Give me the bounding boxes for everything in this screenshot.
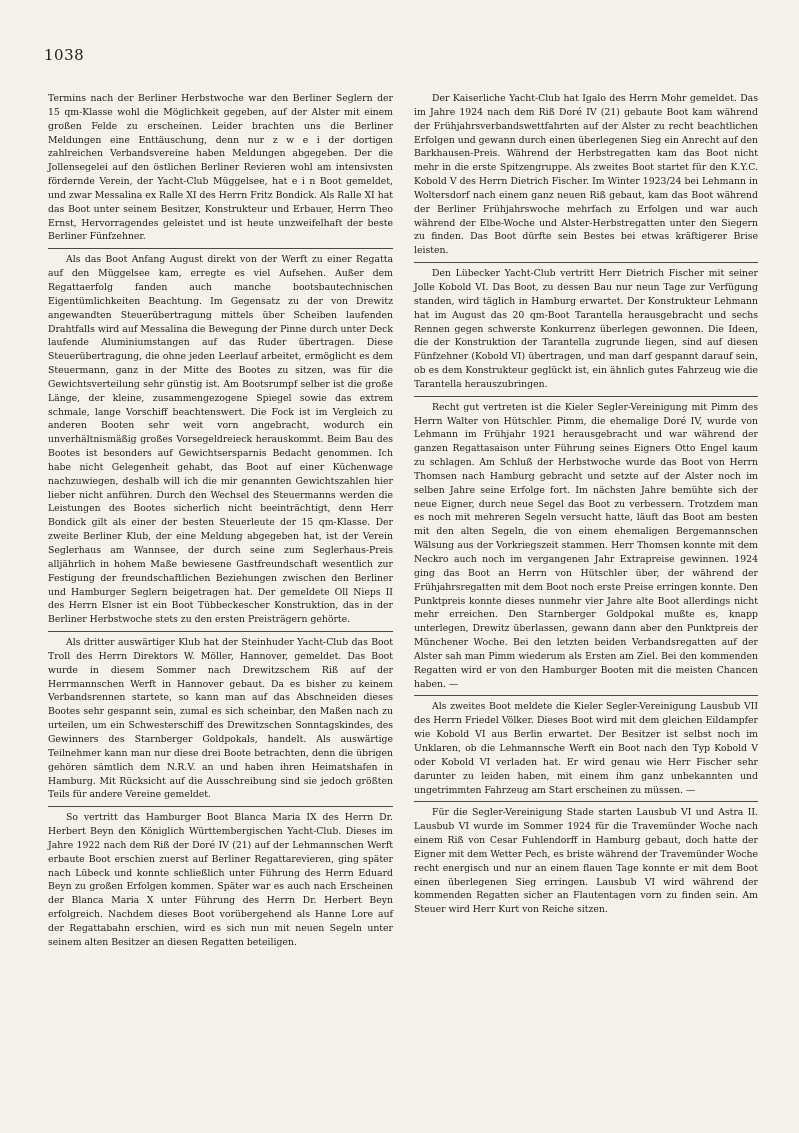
divider [414, 695, 758, 696]
paragraph: Als dritter auswärtiger Klub hat der Steinhuder Yacht-Club das Boot Troll des Herrn Direktors W. Möller, Hannover, gemeldet. Das Boot wurde in diesem Sommer nach Drewitzschem Riß auf der Herrmannschen Werft in Hannover gebaut. Da es bisher zu keinem Verbandsrennen startete, so kann man auf das Abschneiden dieses Bootes sehr gespannt sein, zumal es sich scheinbar, den Maßen nach zu urteilen, um ein Schwesterschiff des Drewitzschen Sonntagskindes, des Gewinners des Starnberger Goldpokals, handelt. Als auswärtige Teilnehmer kann man nur diese drei Boote betrachten, denn die übrigen gehören sämtlich dem N.R.V. an und haben ihren Heimatshafen in Hamburg. Mit Rücksicht auf die Ausschreibung sind sie jedoch größten Teils für andere Vereine gemeldet. [48, 637, 393, 801]
paragraph: Als zweites Boot meldete die Kieler Segler-Vereinigung Lausbub VII des Herrn Friedel Völker. Dieses Boot wird mit dem gleichen Eildampfer wie Kobold VI aus Berlin erwartet. Der Besitzer ist selbst noch im Unklaren, ob die Lehmannsche Werft ein Boot nach den Typ Kobold V oder Kobold VI verladen hat. Er wird genau wie Herr Fischer sehr darunter zu leiden haben, mit einem ihm ganz unbekannten und ungetrimmten Fahrzeug am Start erscheinen zu müssen. — [414, 701, 758, 796]
divider [414, 801, 758, 802]
paragraph: Recht gut vertreten ist die Kieler Segler-Vereinigung mit Pimm des Herrn Walter von Hütschler. Pimm, die ehemalige Doré IV, wurde von Lehmann im Frühjahr 1921 herausgebracht und war während der ganzen Regattasaison unter Führung seines Eigners Otto Engel kaum zu schlagen. Am Schluß der Herbstwoche wurde das Boot von Herrn Thomsen nach Hamburg gebracht und setzte auf der Alster noch im selben Jahre seine Erfolge fort. Im nächsten Jahre bemühte sich der neue Eigner, durch neue Segel das Boot zu verbessern. Trotzdem man es noch mit mehreren Segeln versucht hatte, läuft das Boot am besten mit den alten Segeln, die von einem ehemaligen Bergemannschen Wälsung aus der Vorkriegszeit stammen. Herr Thomsen konnte mit dem Neckro auch noch im vergangenen Jahr Extrapreise gewinnen. 1924 ging das Boot an Herrn von Hütschler über, der während der Frühjahrsregatten mit dem Boot noch erste Preise erringen konnte. Den Punktpreis konnte dieses nunmehr vier Jahre alte Boot allerdings nicht mehr erreichen. Den Starnberger Goldpokal mußte es, knapp unterlegen, Drewitz überlassen, gewann dann aber den Punktpreis der Münchener Woche. Bei den letzten beiden Verbandsregatten auf der Alster sah man Pimm wiederum als Ersten am Ziel. Bei den kommenden Regatten wird er von den Hamburger Booten mit die meisten Chancen haben. — [414, 401, 758, 690]
paragraph: Den Lübecker Yacht-Club vertritt Herr Dietrich Fischer mit seiner Jolle Kobold VI. Das Boot, zu dessen Bau nur neun Tage zur Verfügung standen, wird täglich in Hamburg erwartet. Der Konstrukteur Lehmann hat im August das 20 qm-Boot Tarantella herausgebracht und sechs Rennen gegen schwerste Konkurrenz überlegen gewonnen. Die Ideen, die der Konstruktion der Tarantella zugrunde liegen, sind auf diesen Fünfzehner (Kobold VI) übertragen, und man darf gespannt darauf sein, ob es dem Konstrukteur geglückt ist, ein ähnlich gutes Fahrzeug wie die Tarantella herauszubringen. [414, 268, 758, 390]
divider [414, 262, 758, 263]
paragraph: Als das Boot Anfang August direkt von der Werft zu einer Regatta auf den Müggelsee kam, erregte es viel Aufsehen. Außer dem Regattaerfolg fanden auch manche bootsbautechnischen Eigentümlichkeiten Beachtung. Im Gegensatz zu der von Drewitz angewandten Steuerübertragung mittels über Scheiben laufenden Drahtfalls wird auf Messalina die Bewegung der Pinne durch unter Deck laufende Aluminiumstangen auf das Ruder übertragen. Diese Steuerübertragung, die ohne jeden Leerlauf arbeitet, ermöglicht es dem Steuermann, ganz in der Mitte des Bootes zu sitzen, was für die Gewichtsverteilung sehr günstig ist. Am Bootsrumpf selber ist die große Länge, der kleine, zusammengezogene Spiegel sowie das extrem schmale, lange Vorschiff beachtenswert. Die Fock ist im Vergleich zu anderen Booten sehr weit vorn angebracht, wodurch ein unverhältnismäßig großes Vorsegeldreieck herauskommt. Beim Bau des Bootes ist besonders auf Gewichtsersparnis Bedacht genommen. Ich habe nicht Gelegenheit gehabt, das Boot auf einer Küchenwage nachzuwiegen, deshalb will ich die mir genannten Gewichtszahlen hier lieber nicht anführen. Durch den Wechsel des Steuermanns werden die Leistungen des Bootes sicherlich nicht beeinträchtigt, denn Herr Bondick gilt als einer der besten Steuerleute der 15 qm-Klasse. Der zweite Berliner Klub, der eine Meldung abgegeben hat, ist der Verein Seglerhaus am Wannsee, der durch seine zum Seglerhaus-Preis alljährlich in hohem Maße bewiesene Gastfreundschaft wesentlich zur Festigung der freundschaftlichen Beziehungen zwischen den Berliner und Hamburger Seglern beigetragen hat. Der gemeldete Oll Nieps II des Herrn Elsner ist ein Boot Tübbeckescher Konstruktion, das in der Berliner Herbstwoche stets zu den ersten Preisträgern gehörte. [48, 254, 393, 626]
divider [48, 631, 393, 632]
paragraph: Der Kaiserliche Yacht-Club hat Igalo des Herrn Mohr gemeldet. Das im Jahre 1924 nach dem Riß Doré IV (21) gebaute Boot kam während der Frühjahrsverbandswettfahrten auf der Alster zu recht beachtlichen Erfolgen und gewann durch einen überlegenen Sieg ein Anrecht auf den Barkhausen-Preis. Während der Herbstregatten kam das Boot nicht mehr in die erste Spitzengruppe. Als zweites Boot startet für den K.Y.C. Kobold V des Herrn Dietrich Fischer. Im Winter 1923/24 bei Lehmann in Woltersdorf nach einem ganz neuen Riß gebaut, kam das Boot während der Berliner Frühjahrswoche mehrfach zu Erfolgen und war auch während der Elbe-Woche und Alster-Herbstregatten unter den Siegern zu finden. Das Boot dürfte sein Bestes bei etwas kräftigerer Brise leisten. [414, 93, 758, 257]
paragraph: Für die Segler-Vereinigung Stade starten Lausbub VI und Astra II. Lausbub VI wurde im Sommer 1924 für die Travemünder Woche nach einem Riß von Cesar Fuhlendorff in Hamburg gebaut, doch hatte der Eigner mit dem Wetter Pech, es briste während der Travemünder Woche recht energisch und nur an einem flauen Tage konnte er mit dem Boot einen überlegenen Sieg erringen. Lausbub VI wird während der kommenden Regatten sicher an Flautentagen vorn zu finden sein. Am Steuer wird Herr Kurt von Reiche sitzen. [414, 807, 758, 916]
right-column [414, 92, 758, 917]
divider [414, 396, 758, 397]
paragraph: Termins nach der Berliner Herbstwoche war den Berliner Seglern der 15 qm-Klasse wohl die Möglichkeit gegeben, auf der Alster mit einem großen Felde zu erscheinen. Leider brachten uns die Berliner Meldungen eine Enttäuschung, denn nur z w e i der dortigen zahlreichen Verbandsvereine haben Meldungen abgegeben. Der die Jollensegelei auf den östlichen Berliner Revieren wohl am intensivsten fördernde Verein, der Yacht-Club Müggelsee, hat e i n Boot gemeldet, und zwar Messalina ex Ralle XI des Herrn Fritz Bondick. Als Ralle XI hat das Boot unter seinem Besitzer, Konstrukteur und Erbauer, Herrn Theo Ernst, Hervorragendes geleistet und ist heute unzweifelhaft der beste Berliner Fünfzehner. [48, 93, 393, 243]
paragraph: So vertritt das Hamburger Boot Blanca Maria IX des Herrn Dr. Herbert Beyn den Königlich Württembergischen Yacht-Club. Dieses im Jahre 1922 nach dem Riß der Doré IV (21) auf der Lehmannschen Werft erbaute Boot erschien zuerst auf Berliner Regattarevieren, ging später nach Lübeck und konnte schließlich unter Führung des Herrn Eduard Beyn zu großen Erfolgen kommen. Später war es auch nach Erscheinen der Blanca Maria X unter Führung des Herrn Dr. Herbert Beyn erfolgreich. Nachdem dieses Boot vorübergehend als Hanne Lore auf der Regattabahn erschien, wird es sich nun mit neuen Segeln unter seinem alten Besitzer an diesen Regatten beteiligen. [48, 812, 393, 948]
divider [48, 248, 393, 249]
left-column [48, 92, 393, 950]
page-number: 1038 [44, 46, 85, 64]
divider [48, 806, 393, 807]
